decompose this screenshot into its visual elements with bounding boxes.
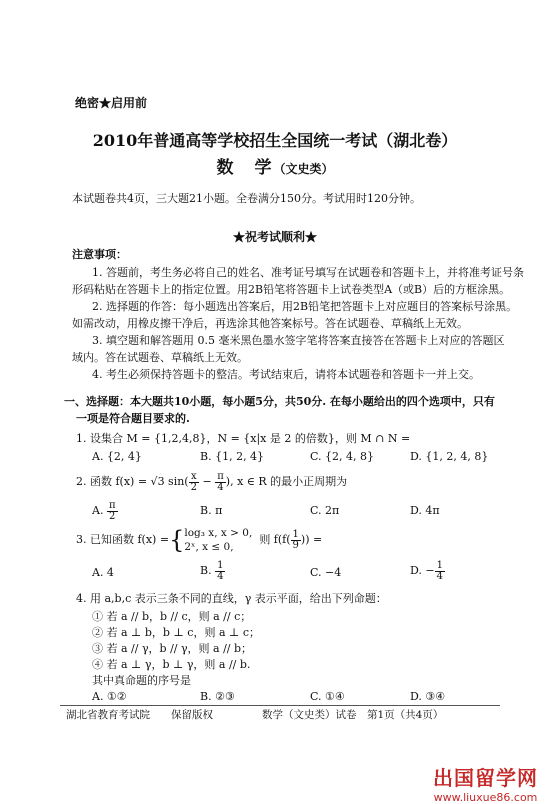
q4-option-c: C. ①④ xyxy=(310,690,345,703)
note-line: 1. 答题前，考生务必将自己的姓名、准考证号填写在试题卷和答题卡上，并将准考证号条 xyxy=(92,266,524,279)
q2-stem: 2. 函数 f(x) = √3 sin( $\frac{x}{2}$ − $\frac{\pi}{4}$ ), x ∈ R 的最小正周期为 xyxy=(76,470,348,493)
q2-fraction-x2: $\frac{x}{2}$ xyxy=(190,470,197,493)
q3-option-a: A. 4 xyxy=(92,566,114,579)
q3-lead: 3. 已知函数 f(x) = xyxy=(76,533,170,546)
note-line: 如需改动，用橡皮擦干净后，再选涂其他答案标号。答在试题卷、草稿纸上无效。 xyxy=(72,317,468,330)
note-line: 4. 考生必须保持答题卡的整洁。考试结束后，请将本试题卷和答题卡一并上交。 xyxy=(92,368,480,381)
q2-fraction-pi4: $\frac{\pi}{4}$ xyxy=(217,470,224,493)
q2-option-a: A. $\frac{\pi}{2}$ xyxy=(92,499,116,522)
q4-prop-4: ④ 若 a ⊥ γ，b ⊥ γ，则 a // b. xyxy=(92,658,251,671)
q3-cases: log₃ x, x > 0, 2ˣ, x ≤ 0, xyxy=(184,527,253,553)
q1-option-d: D. {1, 2, 4, 8} xyxy=(410,450,489,463)
subject-category: （文史类） xyxy=(273,162,334,176)
q1-option-a: A. {2, 4} xyxy=(92,450,142,463)
q4-ask: 其中真命题的序号是 xyxy=(92,674,191,687)
note-line: 2. 选择题的作答：每小题选出答案后，用2B铅笔把答题卡上对应题目的答案标号涂黑。 xyxy=(92,300,518,313)
q4-prop-3: ③ 若 a // γ，b // γ，则 a // b； xyxy=(92,642,253,655)
exam-intro: 本试题卷共4页，三大题21小题。全卷满分150分。考试用时120分钟。 xyxy=(72,192,421,205)
site-watermark xyxy=(433,762,538,804)
exam-title: 2010年普通高等学校招生全国统一考试（湖北卷） xyxy=(92,131,458,150)
q2-option-b: B. π xyxy=(200,504,223,517)
q2-option-c: C. 2π xyxy=(310,504,340,517)
confidential-mark: 绝密★启用前 xyxy=(75,96,148,110)
q2-option-d: D. 4π xyxy=(410,504,440,517)
q4-prop-1: ① 若 a // b，b // c，则 a // c； xyxy=(92,610,252,623)
note-line: 域内。答在试题卷、草稿纸上无效。 xyxy=(72,351,248,364)
q3-stem: 3. 已知函数 f(x) ={ log₃ x, x > 0, 2ˣ, x ≤ 0, 则 f(f( $\frac{1}{9}$ )) = xyxy=(76,526,323,554)
q4-option-d: D. ③④ xyxy=(410,690,446,703)
q2-tail: ), x ∈ R 的最小正周期为 xyxy=(225,475,348,488)
q3-fraction: $\frac{1}{9}$ xyxy=(292,528,299,551)
q3-option-c: C. −4 xyxy=(310,566,342,579)
q1-option-c: C. {2, 4, 8} xyxy=(310,450,374,463)
good-luck-banner: ★祝考试顺利★ xyxy=(232,230,317,244)
footer-publisher: 湖北省教育考试院 保留版权 xyxy=(66,709,213,721)
watermark-url: www.liuxue86.com xyxy=(433,791,538,804)
q1-stem: 1. 设集合 M = {1,2,4,8}，N = {x|x 是 2 的倍数}，则 M ∩ N = xyxy=(76,432,411,445)
footer-page-info: 数学（文史类）试卷 第1页（共4页） xyxy=(262,709,444,721)
subject-title xyxy=(0,153,550,178)
q3-brace: { xyxy=(169,526,185,554)
notes-heading: 注意事项： xyxy=(72,248,127,261)
q4-option-a: A. ①② xyxy=(92,690,127,703)
note-line: 3. 填空题和解答题用 0.5 毫米黑色墨水签字笔将答案直接答在答题卡上对应的答题区 xyxy=(92,334,505,347)
section-heading: 一、选择题：本大题共10小题，每小题5分，共50分. 在每小题给出的四个选项中，只有 xyxy=(64,395,495,408)
q4-prop-2: ② 若 a ⊥ b，b ⊥ c，则 a ⊥ c； xyxy=(92,626,261,639)
section-heading-cont: 一项是符合题目要求的. xyxy=(76,412,190,425)
note-line: 形码粘贴在答题卡上的指定位置。用2B铅笔将答题卡上试卷类型A（或B）后的方框涂黑。 xyxy=(72,283,511,296)
q4-stem: 4. 用 a,b,c 表示三条不同的直线，γ 表示平面，给出下列命题： xyxy=(76,592,387,605)
q2-lead: 2. 函数 f(x) = √3 sin( xyxy=(76,475,189,488)
q3-option-d: D. − $\frac{1}{4}$ xyxy=(410,559,444,582)
footer-divider xyxy=(60,705,500,706)
q3-option-b: B. $\frac{1}{4}$ xyxy=(200,559,224,582)
subject-name: 数 学 xyxy=(216,158,274,178)
watermark-name: 出国留学网 xyxy=(433,766,538,790)
q1-option-b: B. {1, 2, 4} xyxy=(200,450,265,463)
q4-option-b: B. ②③ xyxy=(200,690,235,703)
